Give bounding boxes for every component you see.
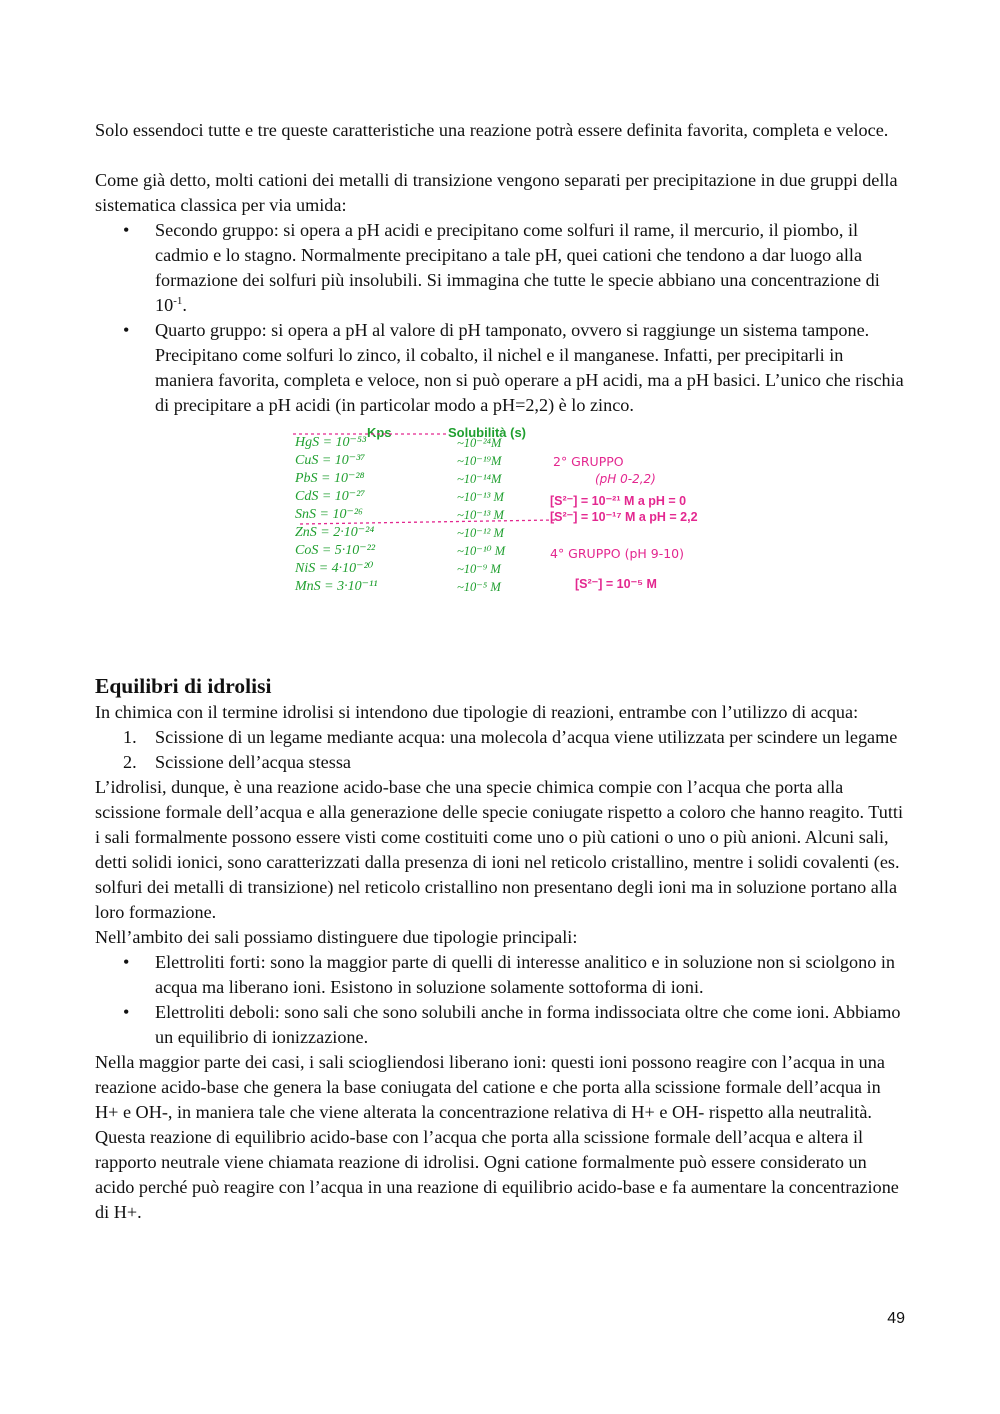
solubility-row: ~10⁻¹³ M xyxy=(457,490,504,504)
bullet-1-exponent: -1 xyxy=(173,294,183,307)
list-item xyxy=(95,318,905,418)
list-item xyxy=(95,218,905,318)
kps-row: MnS = 3·10⁻¹¹ xyxy=(295,579,378,594)
solubility-row: ~10⁻⁵ M xyxy=(457,580,501,594)
solubility-row: ~10⁻¹³ M xyxy=(457,508,504,522)
list-item xyxy=(95,750,905,775)
bullet-2-text: Quarto gruppo: si opera a pH al valore di pH tamponato, ovvero si raggiunge un sistema tampone. Precipitano come solfuri lo zinco, il cobalto, il nichel e il manganese. Infatti, per precipitarli in maniera favorita, completa e veloce, non si può operare a pH acidi, ma a pH basici. L’unico che rischia di precipitare a pH acidi (in particolar modo a pH=2,2) è lo zinco. xyxy=(155,320,904,415)
group-2-sulfide-ph22: [S²⁻] = 10⁻¹⁷ M a pH = 2,2 xyxy=(550,510,698,524)
solubility-row: ~10⁻²⁴M xyxy=(457,436,502,450)
solubility-header: Solubilità (s) xyxy=(448,425,526,440)
kps-row: PbS = 10⁻²⁸ xyxy=(295,471,365,486)
kps-row: SnS = 10⁻²⁶ xyxy=(295,507,363,522)
kps-row: CoS = 5·10⁻²² xyxy=(295,543,376,558)
intro-paragraph-1: Solo essendoci tutte e tre queste caratteristiche una reazione potrà essere definita favorita, completa e veloce. xyxy=(95,120,889,140)
section-paragraph-1: In chimica con il termine idrolisi si intendono due tipologie di reazioni, entrambe con l’utilizzo di acqua: xyxy=(95,702,859,722)
kps-row: ZnS = 2·10⁻²⁴ xyxy=(295,525,375,540)
item-number: 2. xyxy=(123,752,137,772)
bullet-1-end: . xyxy=(182,295,187,315)
solubility-row: ~10⁻¹⁰ M xyxy=(457,544,506,558)
kps-row: CdS = 10⁻²⁷ xyxy=(295,489,366,504)
kps-row: NiS = 4·10⁻²⁰ xyxy=(295,561,374,576)
item-number: 1. xyxy=(123,727,137,747)
solubility-row: ~10⁻¹⁹M xyxy=(457,454,502,468)
item-text: Scissione di un legame mediante acqua: una molecola d’acqua viene utilizzata per scindere un legame xyxy=(155,727,898,747)
solubility-row: ~10⁻¹² M xyxy=(457,526,504,540)
group-4-title: 4° GRUPPO (pH 9-10) xyxy=(550,546,685,561)
section-paragraph-4: Nella maggior parte dei casi, i sali sciogliendosi liberano ioni: questi ioni possono reagire con l’acqua in una reazione acido-base che genera la base coniugata del catione e che porta alla scissione formale dell’acqua in H+ e OH-, in maniera tale che viene alterata la concentrazione relativa di H+ e OH- rispetto alla neutralità. Questa reazione di equilibrio acido-base con l’acqua che porta alla scissione formale dell’acqua e altera il rapporto neutrale viene chiamata reazione di idrolisi. Ogni catione formalmente può essere considerato un acido perché può reagire con l’acqua in una reazione di equilibrio acido-base e fa aumentare la concentrazione di H+. xyxy=(95,1052,899,1222)
kps-header: Kps xyxy=(367,425,392,440)
hydrolysis-types-list xyxy=(95,725,905,775)
item-text: Scissione dell’acqua stessa xyxy=(155,752,351,772)
group-2-sulfide-ph0: [S²⁻] = 10⁻²¹ M a pH = 0 xyxy=(550,494,687,508)
group-2-title: 2° GRUPPO xyxy=(553,454,624,469)
group-4-sulfide: [S²⁻] = 10⁻⁵ M xyxy=(575,577,657,591)
section-title: Equilibri di idrolisi xyxy=(95,674,272,698)
section-paragraph-2: L’idrolisi, dunque, è una reazione acido-base che una specie chimica compie con l’acqua che porta alla scissione formale dell’acqua e alla generazione delle specie coniugate rispetto a coloro che hanno reagito. Tutti i sali formalmente possono essere visti come costituiti come uno o più cationi o uno o più anioni. Alcuni sali, detti solidi ionici, sono caratterizzati dalla presenza di ioni nel reticolo cristallino, mentre i solidi covalenti (es. solfuri dei metalli di transizione) nel reticolo cristallino non presentano degli ioni ma in soluzione portano alla loro formazione. xyxy=(95,777,904,922)
list-item: • Elettroliti forti: sono la maggior parte di quelli di interesse analitico e in soluzione non si sciolgono in acqua ma liberano ioni. Esistono in soluzione solamente sottoforma di ioni. xyxy=(95,950,905,1000)
solubility-column xyxy=(457,434,505,596)
bullet-1-text: Secondo gruppo: si opera a pH acidi e precipitano come solfuri il rame, il mercurio, il piombo, il cadmio e lo stagno. Normalmente precipitano a tale pH, quei cationi che tendono a dar luogo alla formazione dei solfuri più insolubili. Si immagina che tutte le specie abbiano una concentrazione di 10 xyxy=(155,220,880,315)
kps-row: HgS = 10⁻⁵³ xyxy=(295,435,367,450)
list-item xyxy=(95,725,905,750)
groups-list xyxy=(95,218,905,418)
section-paragraph-3: Nell’ambito dei sali possiamo distinguere due tipologie principali: xyxy=(95,927,578,947)
page-number: 49 xyxy=(887,1310,905,1327)
solubility-row: ~10⁻¹⁴M xyxy=(457,472,502,486)
solubility-row: ~10⁻⁹ M xyxy=(457,562,501,576)
intro-paragraph-2: Come già detto, molti cationi dei metalli di transizione vengono separati per precipitazione in due gruppi della sistematica classica per via umida: xyxy=(95,170,898,215)
electrolytes-list xyxy=(95,950,905,1050)
kps-column xyxy=(295,434,377,596)
kps-row: CuS = 10⁻³⁷ xyxy=(295,453,366,468)
page-body xyxy=(95,118,905,1225)
list-item: • Elettroliti deboli: sono sali che sono solubili anche in forma indissociata oltre che come ioni. Abbiamo un equilibrio di ionizzazione. xyxy=(95,1000,905,1050)
group-2-ph-range: (pH 0-2,2) xyxy=(595,472,656,486)
solubility-figure xyxy=(95,420,905,652)
